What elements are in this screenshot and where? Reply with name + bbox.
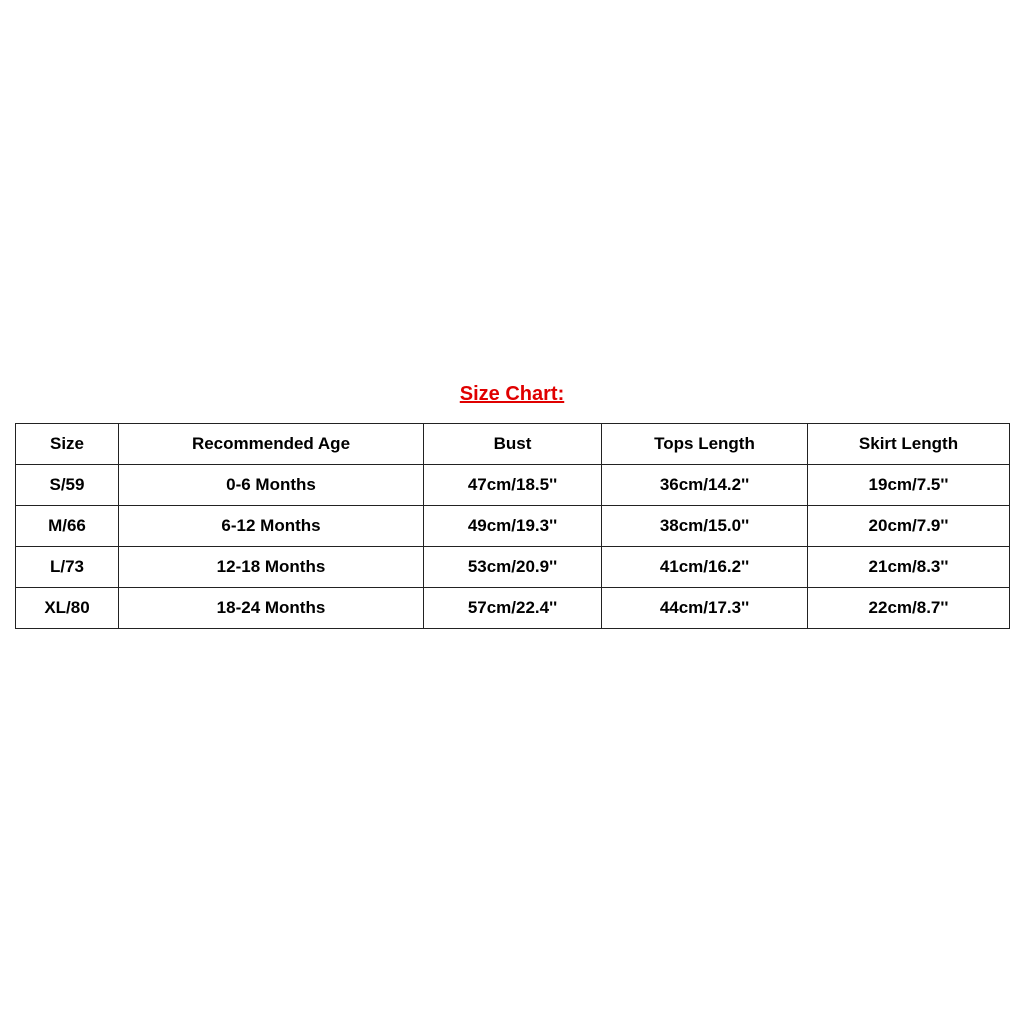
cell-size: L/73 xyxy=(16,547,119,588)
cell-size: M/66 xyxy=(16,506,119,547)
table-row xyxy=(16,465,1010,506)
cell-skirt-length: 19cm/7.5'' xyxy=(808,465,1010,506)
cell-bust: 53cm/20.9'' xyxy=(424,547,602,588)
cell-recommended-age: 0-6 Months xyxy=(119,465,424,506)
header-skirt-length: Skirt Length xyxy=(808,424,1010,465)
cell-skirt-length: 20cm/7.9'' xyxy=(808,506,1010,547)
header-bust: Bust xyxy=(424,424,602,465)
cell-bust: 49cm/19.3'' xyxy=(424,506,602,547)
cell-skirt-length: 21cm/8.3'' xyxy=(808,547,1010,588)
cell-bust: 47cm/18.5'' xyxy=(424,465,602,506)
size-chart-table xyxy=(15,423,1010,629)
header-size: Size xyxy=(16,424,119,465)
cell-size: XL/80 xyxy=(16,588,119,629)
table-row xyxy=(16,506,1010,547)
header-recommended-age: Recommended Age xyxy=(119,424,424,465)
cell-tops-length: 38cm/15.0'' xyxy=(602,506,808,547)
cell-recommended-age: 6-12 Months xyxy=(119,506,424,547)
cell-tops-length: 44cm/17.3'' xyxy=(602,588,808,629)
cell-recommended-age: 12-18 Months xyxy=(119,547,424,588)
cell-skirt-length: 22cm/8.7'' xyxy=(808,588,1010,629)
size-chart-title: Size Chart: xyxy=(459,383,565,405)
cell-tops-length: 36cm/14.2'' xyxy=(602,465,808,506)
cell-recommended-age: 18-24 Months xyxy=(119,588,424,629)
table-row xyxy=(16,588,1010,629)
cell-bust: 57cm/22.4'' xyxy=(424,588,602,629)
table-header-row xyxy=(16,424,1010,465)
cell-size: S/59 xyxy=(16,465,119,506)
table-row xyxy=(16,547,1010,588)
cell-tops-length: 41cm/16.2'' xyxy=(602,547,808,588)
header-tops-length: Tops Length xyxy=(602,424,808,465)
